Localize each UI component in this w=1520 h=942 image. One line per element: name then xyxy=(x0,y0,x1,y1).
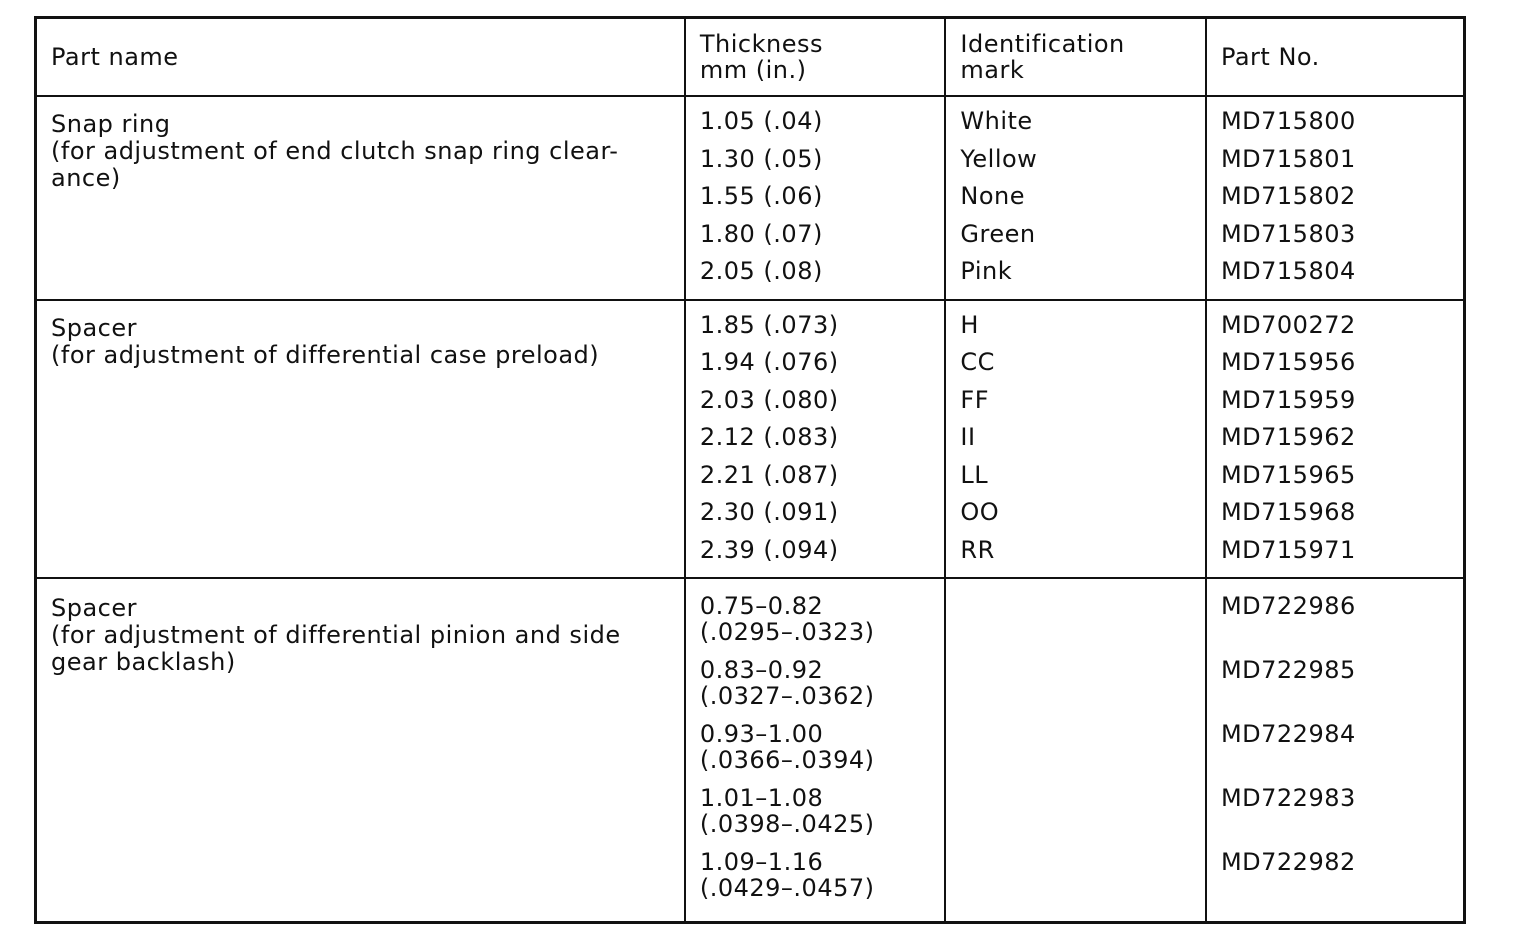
identification-mark-cell xyxy=(945,300,1206,579)
thickness-value: 1.94 (.076) xyxy=(699,348,839,376)
identification-mark-value: CC xyxy=(960,348,995,376)
header-row xyxy=(36,18,1465,97)
header-part-name: Part name xyxy=(36,18,685,97)
thickness-range-value: 0.75–0.82 (.0295–.0323) xyxy=(699,592,875,646)
identification-mark-value: LL xyxy=(960,460,989,489)
part-no-value: MD722985 xyxy=(1220,656,1356,684)
thickness-value: 1.30 (.05) xyxy=(699,144,823,173)
part-no-value: MD715804 xyxy=(1220,257,1356,285)
part-description: (for adjustment of end clutch snap ring clear- ance) xyxy=(51,137,619,192)
part-no-value: MD715959 xyxy=(1220,385,1356,414)
identification-mark-value: RR xyxy=(960,535,995,564)
part-name: Spacer xyxy=(51,594,138,622)
thickness-cell xyxy=(685,578,946,923)
part-name: Spacer xyxy=(51,313,138,342)
identification-mark-cell xyxy=(945,578,1206,923)
part-no-value: MD715803 xyxy=(1220,219,1356,248)
thickness-value: 2.30 (.091) xyxy=(699,498,839,526)
part-description: (for adjustment of differential case preload) xyxy=(51,340,600,369)
part-no-cell xyxy=(1206,300,1465,579)
thickness-value: 1.05 (.04) xyxy=(699,107,823,135)
table-section-snap-ring xyxy=(36,96,1465,300)
header-thickness-line1: Thickness xyxy=(699,30,823,58)
parts-spec-table xyxy=(34,16,1466,924)
part-no-cell xyxy=(1206,578,1465,923)
part-description: (for adjustment of differential pinion and side gear backlash) xyxy=(51,621,621,676)
identification-mark-value: Pink xyxy=(960,257,1013,285)
thickness-range-value: 1.09–1.16 (.0429–.0457) xyxy=(699,848,875,902)
part-no-value: MD715971 xyxy=(1220,535,1356,564)
part-name: Snap ring xyxy=(51,110,171,138)
thickness-value: 1.55 (.06) xyxy=(699,182,823,210)
identification-mark-value xyxy=(960,785,1191,849)
thickness-value: 2.21 (.087) xyxy=(699,460,839,489)
identification-mark-value: None xyxy=(960,182,1026,210)
identification-mark-value xyxy=(960,593,1191,657)
identification-mark-value: Green xyxy=(960,219,1036,248)
section-part-name-cell xyxy=(36,96,685,300)
thickness-value: 2.03 (.080) xyxy=(699,385,839,414)
identification-mark-value: OO xyxy=(960,498,1000,526)
part-no-value: MD715802 xyxy=(1220,182,1356,210)
thickness-value: 2.12 (.083) xyxy=(699,423,839,451)
identification-mark-value: White xyxy=(960,107,1033,135)
identification-mark-value: FF xyxy=(960,385,990,414)
identification-mark-value xyxy=(960,657,1191,721)
thickness-cell xyxy=(685,96,946,300)
identification-mark-value: II xyxy=(960,423,976,451)
section-part-name-cell xyxy=(36,578,685,923)
part-no-value: MD715956 xyxy=(1220,348,1356,376)
part-no-value: MD722983 xyxy=(1220,784,1356,812)
thickness-value: 2.05 (.08) xyxy=(699,257,823,285)
thickness-range-value: 1.01–1.08 (.0398–.0425) xyxy=(699,784,875,838)
part-no-value: MD722984 xyxy=(1220,720,1356,748)
part-no-value: MD715962 xyxy=(1220,423,1356,451)
thickness-value: 2.39 (.094) xyxy=(699,535,839,564)
part-no-cell xyxy=(1206,96,1465,300)
header-identification-mark: Identification mark xyxy=(945,18,1206,97)
part-no-value: MD715801 xyxy=(1220,144,1356,173)
header-part-no: Part No. xyxy=(1206,18,1465,97)
thickness-cell xyxy=(685,300,946,579)
part-no-value: MD722986 xyxy=(1220,592,1356,620)
table-section-spacer-backlash xyxy=(36,578,1465,923)
identification-mark-value xyxy=(960,721,1191,785)
identification-mark-value: H xyxy=(960,310,979,339)
thickness-value: 1.80 (.07) xyxy=(699,219,823,248)
table-section-spacer-case-preload xyxy=(36,300,1465,579)
part-no-value: MD715800 xyxy=(1220,107,1356,135)
identification-mark-cell xyxy=(945,96,1206,300)
part-no-value: MD722982 xyxy=(1220,848,1356,876)
part-no-value: MD715965 xyxy=(1220,460,1356,489)
header-thickness-line2: mm (in.) xyxy=(699,56,807,84)
identification-mark-value: Yellow xyxy=(960,144,1038,173)
header-thickness xyxy=(685,18,946,97)
section-part-name-cell xyxy=(36,300,685,579)
thickness-range-value: 0.93–1.00 (.0366–.0394) xyxy=(699,720,875,774)
identification-mark-value xyxy=(960,849,1191,913)
part-no-value: MD715968 xyxy=(1220,498,1356,526)
thickness-value: 1.85 (.073) xyxy=(699,310,839,339)
part-no-value: MD700272 xyxy=(1220,310,1356,339)
thickness-range-value: 0.83–0.92 (.0327–.0362) xyxy=(699,656,875,710)
